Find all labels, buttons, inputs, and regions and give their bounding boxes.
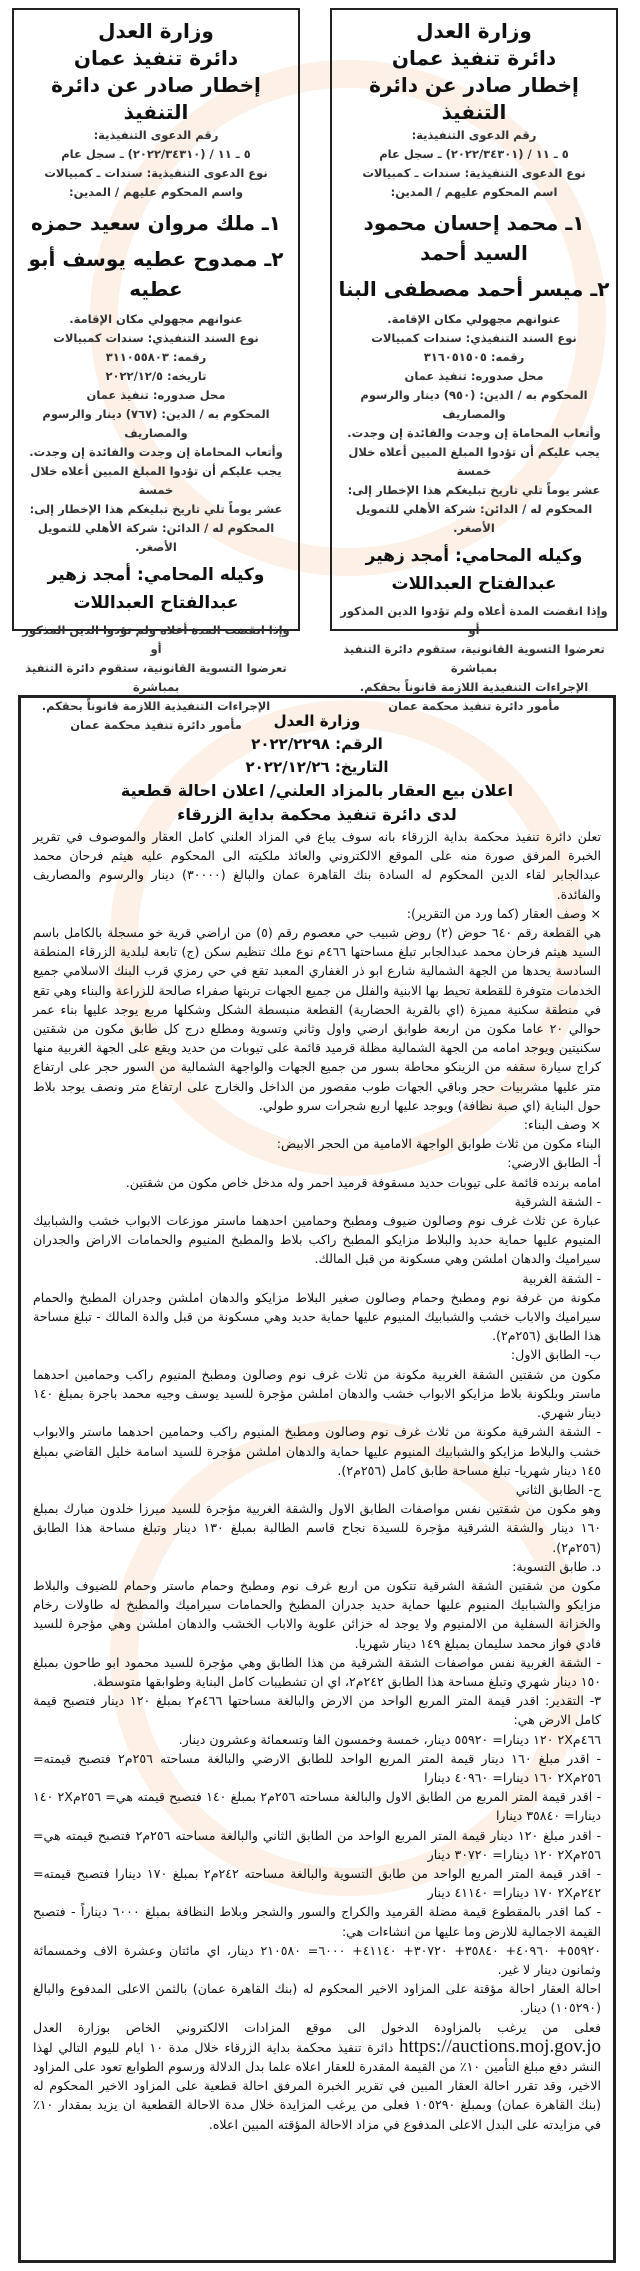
issue-place: محل صدوره: تنفيذ عمان <box>86 388 226 402</box>
warning-line: وإذا انقضت المدة أعلاه ولم تؤدوا الدين المذكور أو <box>22 623 290 656</box>
bond-date: تاريخه: ٢٠٢٢/١٢/٥ <box>105 369 207 383</box>
body-paragraph: هي القطعة رقم ٦٤٠ حوض (٢) روض شبيب حي معصوم رقم (٥) من اراضي قرية خو مسجلة بالكامل باسم السيد هيثم فرحان محمد عبدالجابر تبلغ مساحتها ٤٦٦م نوع ملك تنظيم سكن (ج) تابعة لبلدية الزرقاء المنطقة السادسة يحدها من الجهة الشمالية شارع ابو ذر الغفاري المعبد تقع في حي رمزي قرب البنك الاسلامي جميع الخدمات متوفرة للقطعة تحيط بها الابنية والفلل من جميع الجهات تربتها صفراء صالحة للزراعة والبناء وهي تقع في منطقة سكنية مميزة (اي بالقرية الحضارية) القطعة منبسطة الشكل وشكلها مربع يوجد عليها بناء عمر حوالي ٢٠ عاما مكون من اربعة طوابق ارضي واول وثاني وتسوية ومطلع درج كل طابق مكون من شقتين سكنيتين ويوجد امامه من الجهة الشمالية مظلة قرميد قائمة على تيوبات من حديد ويقع على الجهة الغربية منها كراج سيارة سقفه من الزينكو محاطة بسور من جميع الجهات والواجهة الشمالية من السور حجر على ارتفاع متر عليها مشربيات حجر وباقي الجهات طوب مقصور من الداخل والخارج على ارتفاع متر ونصف يوجد بلاط حول البناية (اي صبة نظافة) ويوجد عليها اربع شجرات سرو طولي. <box>33 925 601 1113</box>
notice-title: إخطار صادر عن دائرة التنفيذ <box>51 73 261 124</box>
ministry: وزارة العدل <box>273 712 361 730</box>
debt-line: وأتعاب المحاماة إن وجدت والفائدة إن وجدت. <box>347 426 601 440</box>
notice-title: إخطار صادر عن دائرة التنفيذ <box>369 73 579 124</box>
reference-number: الرقم: ٢٠٢٢/٢٢٩٨ <box>251 735 383 753</box>
body-paragraph: امامه برنده قائمة على تيوبات حديد مسقوفة قرميد احمر وله مدخل خاص مكون من شقتين. <box>125 1174 601 1190</box>
body-paragraph: أ- الطابق الارضي: <box>507 1155 601 1171</box>
signature: مأمور دائرة تنفيذ محكمة عمان <box>70 718 242 732</box>
debtors-label: واسم المحكوم عليهم / المدين: <box>69 185 243 199</box>
notice-title: اعلان بيع العقار بالمزاد العلني/ اعلان احالة قطعية <box>120 781 514 800</box>
body-paragraph: وهو مكون من شقتين نفس مواصفات الطابق الاول والشقة الغربية مؤجرة للسيد ميرزا خلدون مبارك بمبلغ ١٦٠ دينار والشقة الشرقية مؤجرة للسيدة نجاح قاسم الطالبة بمبلغ ١٣٠ دينار وتبلغ مساحة هذا الطابق (٢٥٦م٢). <box>33 1501 601 1555</box>
department: دائرة تنفيذ عمان <box>73 46 239 70</box>
body-paragraph: ب- الطابق الاول: <box>510 1347 601 1363</box>
lawyer: وكيله المحامي: أمجد زهير عبدالفتاح العبداللات <box>365 546 583 594</box>
warning-line: تعرضوا التسوية القانونية، ستقوم دائرة التنفيذ بمباشرة <box>25 661 287 694</box>
body-paragraph: - الشقة الغربية نفس مواصفات الشقة الشرقية من هذا الطابق وهي مؤجرة للسيد محمود ابو طاحون بمبلغ ١٥٠ دينار شهري وتبلغ مساحة هذا الطابق ٢٤٢م٢، اي ان تشطيبات كامل البناية وطوابقها متوسطة. <box>33 1654 601 1689</box>
case-number: ٥ ـ ١١ / (٢٠٢٢/٣٤٣٠١) ـ سجل عام <box>379 147 569 161</box>
debt-line: المحكوم به / الدين: (٧٦٧) دينار والرسوم والمصاريف <box>42 407 270 440</box>
debt-line: المحكوم به / الدين: (٩٥٠) دينار والرسوم والمصاريف <box>360 388 588 421</box>
department: دائرة تنفيذ عمان <box>391 46 557 70</box>
warning-line: وإذا انقضت المدة أعلاه ولم تؤدوا الدين المذكور أو <box>340 604 608 637</box>
bond-type: نوع السند التنفيذي: سندات كمبيالات <box>53 331 259 345</box>
debt-line: وأتعاب المحاماة إن وجدت والفائدة إن وجدت. <box>29 445 283 459</box>
creditor: المحكوم له / الدائن: شركة الأهلي للتمويل الأصغر. <box>37 521 275 554</box>
notice-date: التاريخ: ٢٠٢٢/١٢/٢٦ <box>245 758 389 776</box>
case-label: رقم الدعوى التنفيذية: <box>411 128 537 142</box>
issue-place: محل صدوره: تنفيذ عمان <box>404 369 544 383</box>
body-paragraph: ٣- التقدير: اقدر قيمة المتر المربع الواحد من الارض والبالغة مساحتها ٤٦٦م٢ بمبلغ ١٢٠ دينار فتصبح قيمة كامل الارض هي: <box>33 1693 601 1728</box>
body-paragraph: - الشقة الغربية <box>522 1270 601 1286</box>
bond-type: نوع السند التنفيذي: سندات كمبيالات <box>371 331 577 345</box>
warning-line: تعرضوا التسوية القانونية، ستقوم دائرة التنفيذ بمباشرة <box>343 642 605 675</box>
bond-number: رقمه: ٣١٦٠٥١٥٠٥ <box>423 350 525 364</box>
payment-line: عشر يوماً تلي تاريخ تبليغكم هذا الإخطار إلى: <box>347 483 601 497</box>
body-paragraph: تعلن دائرة تنفيذ محكمة بداية الزرقاء بانه سوف يباع في المزاد العلني كامل العقار والموصوف في تقرير الخبرة المرفق صورة منه على الموقع الالكتروني والعائد ملكيته الى المحكوم عليه هيثم فرحان محمد عبدالجابر لقاء الدين المحكوم له السادة بنك القاهرة عمان والبالغ (٣٠٠٠٠) دينار والرسوم والمصاريف والفائدة. <box>33 829 601 902</box>
debtor-1: ١ـ محمد إحسان محمود السيد أحمد <box>363 211 585 265</box>
debtor-2: ٢ـ ميسر أحمد مصطفى البنا <box>338 277 610 301</box>
payment-line: يجب عليكم أن تؤدوا المبلغ المبين أعلاه خلال خمسة <box>30 464 282 497</box>
notice-subtitle: لدى دائرة تنفيذ محكمة بداية الزرقاء <box>177 805 457 824</box>
bond-number: رقمه: ٣١١٠٥٥٨٠٣ <box>105 350 207 364</box>
debtors-label: اسم المحكوم عليهم / المدين: <box>390 185 558 199</box>
body-paragraph: مكون من شقتين الشقة الغربية مكونة من ثلاث غرف نوم وصالون ومطبخ المنيوم راكب وحمامين احدهما ماستر وبلكونة بلاط مزايكو الابواب خشب والدهان املشن مؤجرة للسيد يوسف وجيه محمد باجرة بمبلغ ١٤٠ دينار شهري. <box>33 1366 601 1421</box>
debtor-1: ١ـ ملك مروان سعيد حمزه <box>30 211 281 235</box>
address: عنوانهم مجهولي مكان الإقامة. <box>69 312 243 326</box>
lawyer: وكيله المحامي: أمجد زهير عبدالفتاح العبداللات <box>47 565 265 613</box>
body-paragraph: - الشقة الشرقية <box>514 1193 601 1209</box>
body-paragraph: ٤٦٦م٢X ١٢٠ دينارا= ٥٥٩٢٠ دينار، خمسة وخمسون الفا وتسعمائة وعشرون دينار. <box>178 1731 601 1747</box>
address: عنوانهم مجهولي مكان الإقامة. <box>387 312 561 326</box>
body-paragraph: ٥٥٩٢٠+ ٤٠٩٦٠+ ٣٥٨٤٠+ ٣٠٧٢٠+ ٤١١٤٠+ ٦٠٠٠= ٢١٠٥٨٠ دينار، اي مائتان وعشرة الاف وخمسمائة وثمانون دينار لا غير. <box>33 1942 601 1977</box>
case-number: ٥ ـ ١١ / (٢٠٢٢/٣٤٣١٠) ـ سجل عام <box>61 147 251 161</box>
debtor-2: ٢ـ ممدوح عطيه يوسف أبو عطيه <box>28 247 284 301</box>
signature: مأمور دائرة تنفيذ محكمة عمان <box>388 699 560 713</box>
payment-line: يجب عليكم أن تؤدوا المبلغ المبين أعلاه خلال خمسة <box>348 445 600 478</box>
notice-right <box>330 8 618 713</box>
body-paragraph: × وصف البناء: <box>523 1117 601 1133</box>
body-paragraph: - اقدر قيمة المتر المربع الواحد من طابق التسوية والبالغة مساحته ٢٤٢م٢ بمبلغ ١٧٠ دينارا فتصبح قيمته= ٢٤٢م٢X ١٧٠ دينارا= ٤١١٤٠ دينار <box>33 1865 601 1901</box>
ministry: وزارة العدل <box>416 19 532 43</box>
warning-line: الإجراءات التنفيذية اللازمة قانوناً بحقكم. <box>359 680 589 694</box>
closing-text: دائرة تنفيذ محكمة بداية الزرقاء خلال مدة ١٠ ايام لليوم التالي لهذا النشر دفع مبلغ التأمين ١٠٪ من القيمة المقدرة للعقار اعلاه علما بدل الدلالة ورسوم الطوابع تعود على المزاود الاخير، وقد تقرر احالة العقار المبين في تقرير الخبرة المرفق احالة قطعية على المزاود الاخير المحكوم له (بنك القاهرة عمان) وبمبلغ ١٠٥٢٩٠ فعلى من يرغب المزايدة خلال مدة الاحالة القطعية ان يزيد بمقدار ١٠٪ في مزايدته على البدل الاعلى المدفوع في مزاد الاحالة المؤقته المبين اعلاه. <box>33 2039 601 2132</box>
closing-paragraph <box>33 2018 601 2134</box>
case-type: نوع الدعوى التنفيذية: سندات ـ كمبيالات <box>362 166 586 180</box>
notice-body <box>33 827 601 2018</box>
payment-line: عشر يوماً تلي تاريخ تبليغكم هذا الإخطار إلى: <box>29 502 283 516</box>
case-label: رقم الدعوى التنفيذية: <box>93 128 219 142</box>
notice-left <box>12 8 300 732</box>
body-paragraph: مكون من شقتين الشقة الشرقية تتكون من اربع غرف نوم ومطبخ وحمام ماستر وحمام للضيوف والبلاط مزايكو والشبابيك المنيوم عليها حماية حديد جدران المطبخ والحمامات سيراميك والمطبخ له طاولات رخام والخزانة السفلية من الالمنيوم ولا يوجد له خزائن علوية والاباب الخشب والدهان املشن وهي مؤجرة للسيد فادي فواز محمد سليمان بمبلغ ١٤٩ دينار شهريا. <box>33 1577 601 1651</box>
body-paragraph: مكونة من غرفة نوم ومطبخ وحمام وصالون صغير البلاط مزايكو والدهان املشن وجدران المطبخ والحمام سيراميك والاباب خشب والشبابيك المنيوم عليها حماية حديد وهي مسكونة من قبل والدة المالك - تبلغ مساحة هذا الطابق (٢٥٦م٢). <box>33 1289 601 1344</box>
creditor: المحكوم له / الدائن: شركة الأهلي للتمويل الأصغر. <box>355 502 593 535</box>
auction-notice <box>18 695 616 2263</box>
body-paragraph: × وصف العقار (كما ورد من التقرير): <box>406 905 601 921</box>
body-paragraph: البناء مكون من ثلاث طوابق الواجهة الامامية من الحجر الابيض: <box>276 1136 601 1152</box>
body-paragraph: - اقدر مبلغ ١٢٠ دينار قيمة المتر المربع الواحد من الطابق الثاني والبالغة مساحته ٢٥٦م٢ فتصبح قيمته هي= ٢٥٦م٢X ١٢٠ دينارا= ٣٠٧٢٠ دينار <box>33 1827 602 1862</box>
ministry: وزارة العدل <box>98 19 214 43</box>
closing-text: فعلى من يرغب بالمزاودة الدخول الى موقع المزادات الالكتروني الخاص بوزارة العدل <box>33 2019 601 2035</box>
body-paragraph: ج- الطابق الثاني <box>515 1481 601 1497</box>
body-paragraph: احالة العقار احالة مؤقتة على المزاود الاخير المحكوم له (بنك القاهرة عمان) بالثمن الاعلى المدفوع والبالغ (١٠٥٢٩٠) دينار. <box>33 1981 601 2016</box>
warning-line: الإجراءات التنفيذية اللازمة قانوناً بحقكم. <box>41 699 271 713</box>
case-type: نوع الدعوى التنفيذية: سندات ـ كمبيالات <box>44 166 268 180</box>
body-paragraph: - اقدر قيمة المتر المربع من الطابق الاول والبالغة مساحته ٢٥٦م٢ بمبلغ ١٤٠ فتصبح قيمته هي= ٢٥٦م٢X ١٤٠ دينارا= ٣٥٨٤٠ دينارا <box>33 1789 601 1824</box>
body-paragraph: عبارة عن ثلاث غرف نوم وصالون ضيوف ومطبخ وحمامين احدهما ماستر موزعات الابواب خشب والشبابيك المنيوم عليها حماية حديد والبلاط مزايكو المطبخ راكب بلاط والمطبخ المنيوم والحمامات الاراض والجدران سيراميك والدهان املشن وهي مسكونة من قبل المالك. <box>33 1213 601 1267</box>
body-paragraph: - اقدر مبلغ ١٦٠ دينار قيمة المتر المربع الواحد للطابق الارضي والبالغة مساحته ٢٥٦م٢ فتصبح قيمته= ٢٥٦م٢X ١٦٠ دينارا= ٤٠٩٦٠ دينارا <box>33 1750 602 1785</box>
auction-site-link[interactable]: https://auctions.moj.gov.jo <box>399 2035 601 2057</box>
body-paragraph: - الشقة الشرقية مكونة من ثلاث غرف نوم وصالون ومطبخ المنيوم راكب وحمامين احدهما ماستر والابواب خشب والبلاط مزايكو والشبابيك المنيوم عليها حماية والدهان املشن مؤجرة للسيد اسامة خليل القاضي بمبلغ ١٤٥ دينار شهريا- تبلغ مساحة طابق كامل (٢٥٦م٢). <box>33 1424 601 1478</box>
body-paragraph: - كما اقدر بالمقطوع قيمة مضلة القرميد والكراج والسور والشجر وبلاط النظافة بمبلغ ٦٠٠٠ ديناراً - فتصبح القيمة الاجمالية للارض وما عليها من انشاءات هي: <box>33 1904 601 1939</box>
body-paragraph: د. طابق التسوية: <box>512 1558 601 1574</box>
